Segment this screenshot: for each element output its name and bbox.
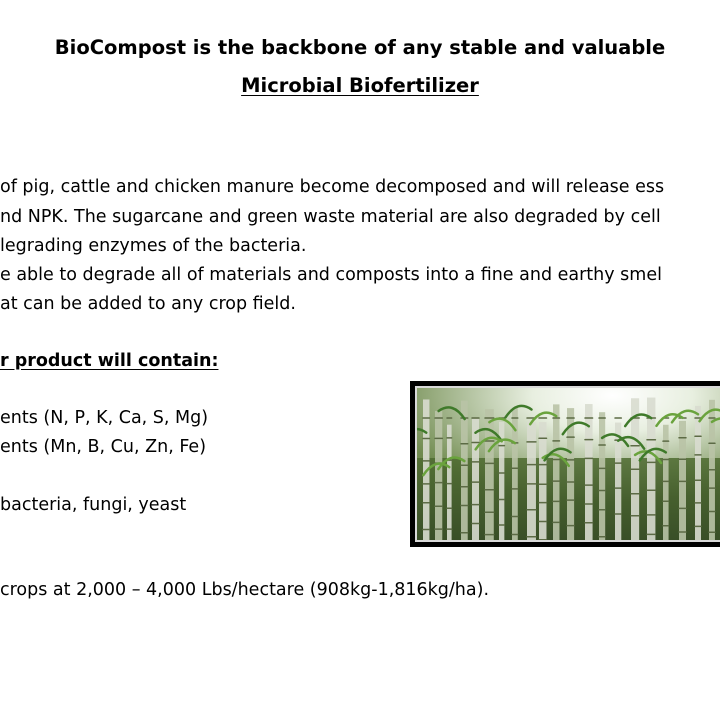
paragraph-line: at can be added to any crop field. [0, 294, 296, 314]
contents-item: ents (Mn, B, Cu, Zn, Fe) [0, 437, 207, 457]
paragraph-line: of pig, cattle and chicken manure become decomposed and will release ess [0, 177, 665, 197]
paragraph-line: e able to degrade all of materials and composts into a fine and earthy smel [0, 265, 662, 285]
application-rate-text: crops at 2,000 – 4,000 Lbs/hectare (908kg-1,816kg/ha). [0, 580, 490, 600]
product-contents-heading: r product will contain: [0, 351, 219, 371]
contents-item: ents (N, P, K, Ca, S, Mg) [0, 408, 209, 428]
page-title-line-1: BioCompost is the backbone of any stable and valuable [54, 36, 666, 59]
page-title-line-2 [0, 74, 720, 98]
paragraph-line: nd NPK. The sugarcane and green waste material are also degraded by cell [0, 207, 661, 227]
contents-item: bacteria, fungi, yeast [0, 495, 187, 515]
page-title-underlined: Microbial Biofertilizer [241, 74, 479, 97]
paragraph-line: legrading enzymes of the bacteria. [0, 236, 307, 256]
sugarcane-illustration [417, 388, 720, 540]
sugarcane-photo-image [415, 386, 720, 542]
sugarcane-photo [410, 381, 720, 547]
